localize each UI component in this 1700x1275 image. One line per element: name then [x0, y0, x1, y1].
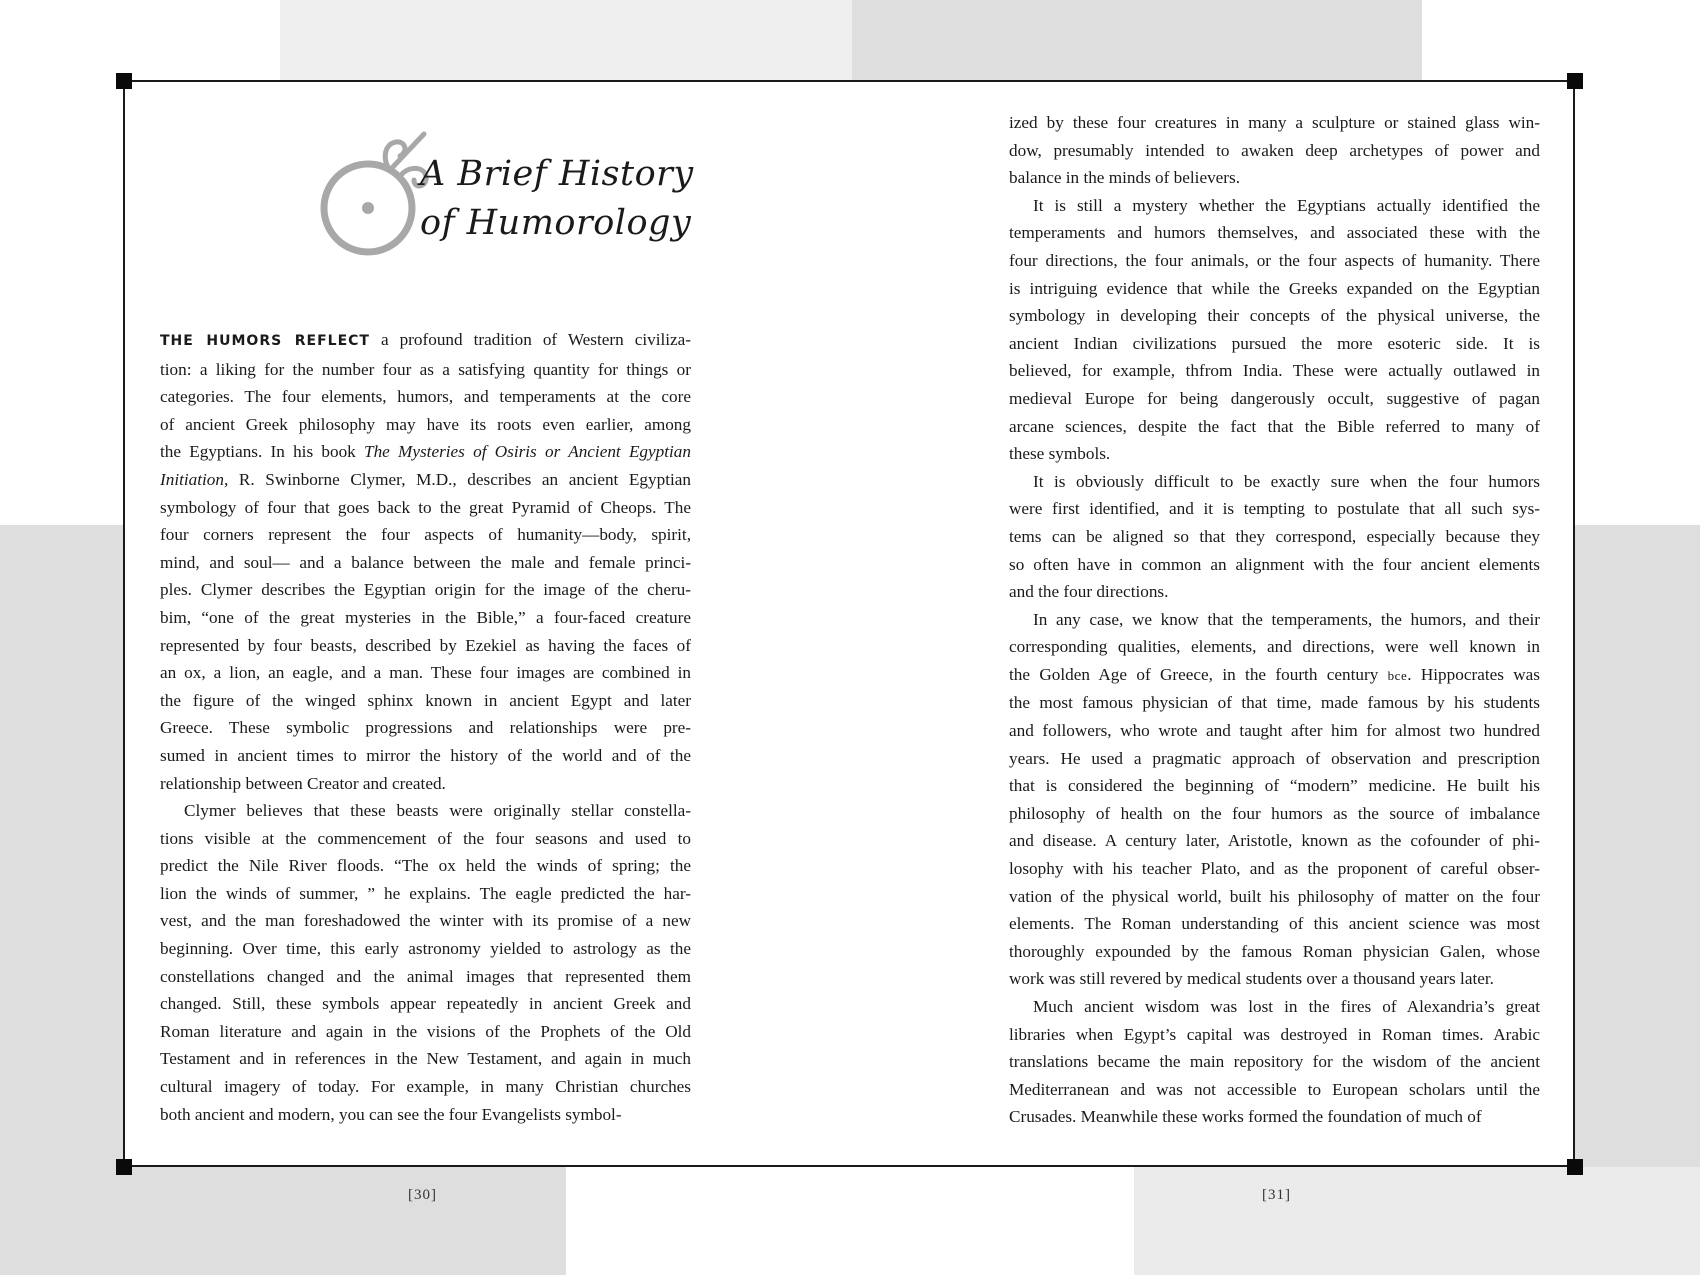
- text-run: relationship between Creator and created.: [160, 773, 446, 793]
- chapter-title-line-2: of Humorology: [420, 203, 692, 243]
- right-paragraph-3: [1009, 468, 1540, 606]
- background-panel-left-side: [0, 525, 125, 1275]
- text-run: these symbols.: [1009, 444, 1111, 464]
- text-run: Roman literature and again in the visions of the Prophets of the Old: [160, 1021, 691, 1041]
- text-line: [1009, 275, 1540, 303]
- text-line: [1009, 633, 1540, 661]
- text-line: [160, 770, 691, 798]
- text-run: were first identified, and it is tempting to postulate that all such sys-: [1009, 499, 1540, 519]
- chapter-title-line-1: A Brief History: [420, 154, 694, 194]
- background-panel-bottom-left: [0, 1167, 566, 1275]
- text-run: represented by four beasts, described by Ezekiel as having the faces of: [160, 635, 691, 655]
- text-line: [1009, 219, 1540, 247]
- text-run: Crusades. Meanwhile these works formed the foundation of much of: [1009, 1107, 1482, 1127]
- text-line: [160, 383, 691, 411]
- text-run: corresponding qualities, elements, and directions, were well known in: [1009, 637, 1540, 657]
- text-run: elements. The Roman understanding of this ancient science was most: [1009, 914, 1540, 934]
- background-panel-top-left: [0, 0, 280, 80]
- text-line: [1009, 717, 1540, 745]
- text-line: [160, 632, 691, 660]
- text-run: four corners represent the four aspects of humanity—body, spirit,: [160, 525, 691, 545]
- text-line: [160, 963, 691, 991]
- text-run: work was still revered by medical students over a thousand years later.: [1009, 969, 1494, 989]
- text-run: bim, “one of the great mysteries in the Bible,” a four-faced creature: [160, 607, 691, 627]
- text-line: [1009, 689, 1540, 717]
- left-page-text: [160, 326, 691, 1128]
- text-run: Greece. These symbolic progressions and relationships were pre-: [160, 718, 691, 738]
- right-paragraph-4: [1009, 606, 1540, 993]
- text-line: [160, 990, 691, 1018]
- text-line: [160, 411, 691, 439]
- text-line: [160, 326, 691, 356]
- text-line: [1009, 965, 1540, 993]
- chapter-title: [420, 150, 694, 248]
- text-run: mind, and soul— and a balance between the male and female princi-: [160, 552, 691, 572]
- text-run: Much ancient wisdom was lost in the fires of Alexandria’s great: [1033, 997, 1540, 1016]
- text-line: [160, 494, 691, 522]
- text-line: [160, 1018, 691, 1046]
- text-line: [160, 1073, 691, 1101]
- text-run: of ancient Greek philosophy may have its roots even earlier, among: [160, 414, 691, 434]
- text-run: ples. Clymer describes the Egyptian origin for the image of the cheru-: [160, 580, 691, 600]
- text-run: and disease. A century later, Aristotle, known as the cofounder of phi-: [1009, 831, 1540, 851]
- text-run: years. He used a pragmatic approach of observation and prescription: [1009, 748, 1540, 768]
- text-line: [1009, 357, 1540, 385]
- text-run: and the four directions.: [1009, 582, 1169, 602]
- text-run: symbology of four that goes back to the great Pyramid of Cheops. The: [160, 497, 691, 517]
- text-run: sumed in ancient times to mirror the history of the world and of the: [160, 745, 691, 765]
- text-run: the Egyptians. In his book: [160, 442, 365, 462]
- text-run: categories. The four elements, humors, and temperaments at the core: [160, 387, 691, 407]
- left-paragraph-2: [160, 797, 691, 1128]
- text-line: [160, 438, 691, 466]
- text-line: [1009, 192, 1540, 220]
- text-run: vation of the physical world, built his philosophy of matter on the four: [1009, 886, 1540, 906]
- text-run: the most famous physician of that time, made famous by his students: [1009, 693, 1540, 713]
- text-run: . Hippocrates was: [1407, 664, 1541, 684]
- right-page-text: [1009, 109, 1540, 1131]
- text-line: [1009, 827, 1540, 855]
- text-line: [1009, 302, 1540, 330]
- text-run: tions visible at the commencement of the four seasons and used to: [160, 828, 691, 848]
- text-run: vest, and the man foreshadowed the winter with its promise of a new: [160, 911, 691, 931]
- text-line: [160, 659, 691, 687]
- text-line: [160, 549, 691, 577]
- text-run: ancient Indian civilizations pursued the more esoteric side. It is: [1009, 333, 1540, 353]
- text-line: [160, 852, 691, 880]
- text-run: a profound tradition of Western civiliza-: [380, 330, 691, 349]
- text-line: [1009, 440, 1540, 468]
- page-number-right: [31]: [1262, 1187, 1291, 1203]
- text-line: [1009, 883, 1540, 911]
- text-line: [160, 521, 691, 549]
- text-line: [1009, 1048, 1540, 1076]
- text-run: beginning. Over time, this early astronomy yielded to astrology as the: [160, 939, 691, 959]
- text-line: [1009, 772, 1540, 800]
- text-run: cultural imagery of today. For example, in many Christian churches: [160, 1077, 691, 1097]
- background-panel-top-mid-right: [852, 0, 1422, 80]
- text-line: [1009, 109, 1540, 137]
- text-run: believed, for example, thfrom India. These were actually outlawed in: [1009, 361, 1540, 381]
- crop-mark-bottom-right: [1567, 1159, 1583, 1175]
- text-run: predict the Nile River floods. “The ox held the winds of spring; the: [160, 856, 691, 876]
- text-run: medieval Europe for being dangerously occult, suggestive of pagan: [1009, 388, 1540, 408]
- text-line: [160, 576, 691, 604]
- text-run: R. Swinborne Clymer, M.D., describes an ancient Egyptian: [228, 469, 691, 489]
- text-run: balance in the minds of believers.: [1009, 168, 1240, 188]
- crop-mark-top-right: [1567, 73, 1583, 89]
- text-run: lion the winds of summer, ” he explains. The eagle predicted the har-: [160, 883, 691, 903]
- text-run: is intriguing evidence that while the Greeks expanded on the Egyptian: [1009, 278, 1540, 298]
- text-run: changed. Still, these symbols appear repeatedly in ancient Greek and: [160, 994, 691, 1014]
- text-run: libraries when Egypt’s capital was destroyed in Roman times. Arabic: [1009, 1024, 1540, 1044]
- text-line: [160, 687, 691, 715]
- text-line: [1009, 164, 1540, 192]
- text-run: Testament and in references in the New Testament, and again in much: [160, 1049, 691, 1069]
- text-run: losophy with his teacher Plato, and as the proponent of careful obser-: [1009, 859, 1540, 879]
- text-run: tems can be aligned so that they correspond, especially because they: [1009, 526, 1540, 546]
- text-run: dow, presumably intended to awaken deep archetypes of power and: [1009, 140, 1540, 160]
- crop-mark-top-left: [116, 73, 132, 89]
- text-run: both ancient and modern, you can see the four Evangelists symbol-: [160, 1104, 622, 1124]
- text-line: [160, 356, 691, 384]
- text-line: [160, 714, 691, 742]
- book-title-italic: The Mysteries of Osiris or Ancient Egyptian: [364, 442, 691, 462]
- text-run: tion: a liking for the number four as a satisfying quantity for things or: [160, 359, 691, 379]
- text-run: translations became the main repository for the wisdom of the ancient: [1009, 1052, 1540, 1072]
- background-panel-bottom-right: [1134, 1167, 1700, 1275]
- background-panel-top-right: [1422, 0, 1700, 80]
- text-run: Mediterranean and was not accessible to European scholars until the: [1009, 1079, 1540, 1099]
- left-paragraph-1: [160, 326, 691, 797]
- right-paragraph-5: [1009, 993, 1540, 1131]
- text-run: the figure of the winged sphinx known in ancient Egypt and later: [160, 690, 691, 710]
- text-run: It is obviously difficult to be exactly sure when the four humors: [1033, 471, 1540, 491]
- background-panel-right-side: [1575, 525, 1700, 1275]
- text-run: ized by these four creatures in many a sculpture or stained glass win-: [1009, 113, 1540, 132]
- text-line: [1009, 551, 1540, 579]
- text-run: the Golden Age of Greece, in the fourth century: [1009, 664, 1388, 684]
- era-smallcaps: bce: [1387, 667, 1408, 683]
- text-line: [1009, 800, 1540, 828]
- text-line: [1009, 855, 1540, 883]
- text-run: arcane sciences, despite the fact that the Bible referred to many of: [1009, 416, 1540, 436]
- text-line: [160, 466, 691, 494]
- right-paragraph-2: [1009, 192, 1540, 468]
- text-run: philosophy of health on the four humors as the source of imbalance: [1009, 803, 1540, 823]
- text-run: that is considered the beginning of “modern” medicine. He built his: [1009, 776, 1540, 796]
- text-line: [160, 1045, 691, 1073]
- text-line: [1009, 745, 1540, 773]
- text-run: thoroughly expounded by the famous Roman physician Galen, whose: [1009, 941, 1540, 961]
- text-line: [1009, 661, 1540, 690]
- text-line: [160, 604, 691, 632]
- text-run: an ox, a lion, an eagle, and a man. These four images are combined in: [160, 663, 691, 683]
- text-run: and followers, who wrote and taught after him for almost two hundred: [1009, 721, 1540, 741]
- book-title-italic: Initiation,: [160, 469, 229, 489]
- text-line: [1009, 993, 1540, 1021]
- text-line: [1009, 495, 1540, 523]
- text-line: [1009, 1103, 1540, 1131]
- text-line: [160, 880, 691, 908]
- text-line: [1009, 938, 1540, 966]
- text-line: [160, 742, 691, 770]
- text-line: [1009, 523, 1540, 551]
- text-line: [1009, 247, 1540, 275]
- text-line: [1009, 137, 1540, 165]
- background-panel-bottom-mid: [566, 1167, 1134, 1275]
- background-panel-top-mid-left: [280, 0, 852, 80]
- text-line: [160, 825, 691, 853]
- crop-mark-bottom-left: [116, 1159, 132, 1175]
- text-line: [1009, 578, 1540, 606]
- text-run: Clymer believes that these beasts were originally stellar constella-: [184, 801, 691, 821]
- text-line: [160, 907, 691, 935]
- text-line: [1009, 910, 1540, 938]
- text-line: [1009, 468, 1540, 496]
- page-number-left: [30]: [408, 1187, 437, 1203]
- text-run: symbology in developing their concepts of the physical universe, the: [1009, 306, 1540, 326]
- text-line: [160, 797, 691, 825]
- text-line: [1009, 1021, 1540, 1049]
- text-line: [160, 1101, 691, 1129]
- text-run: so often have in common an alignment with the four ancient elements: [1009, 554, 1540, 574]
- text-run: four directions, the four animals, or the four aspects of humanity. There: [1009, 250, 1540, 270]
- right-paragraph-1: [1009, 109, 1540, 192]
- text-line: [1009, 413, 1540, 441]
- text-line: [1009, 330, 1540, 358]
- text-run: constellations changed and the animal images that represented them: [160, 966, 691, 986]
- text-line: [1009, 606, 1540, 634]
- lead-in-smallcaps: THE HUMORS REFLECT: [160, 333, 370, 349]
- text-line: [1009, 1076, 1540, 1104]
- text-run: It is still a mystery whether the Egyptians actually identified the: [1033, 195, 1540, 215]
- text-line: [160, 935, 691, 963]
- text-run: temperaments and humors themselves, and associated these with the: [1009, 223, 1540, 243]
- text-line: [1009, 385, 1540, 413]
- text-run: In any case, we know that the temperaments, the humors, and their: [1033, 609, 1540, 629]
